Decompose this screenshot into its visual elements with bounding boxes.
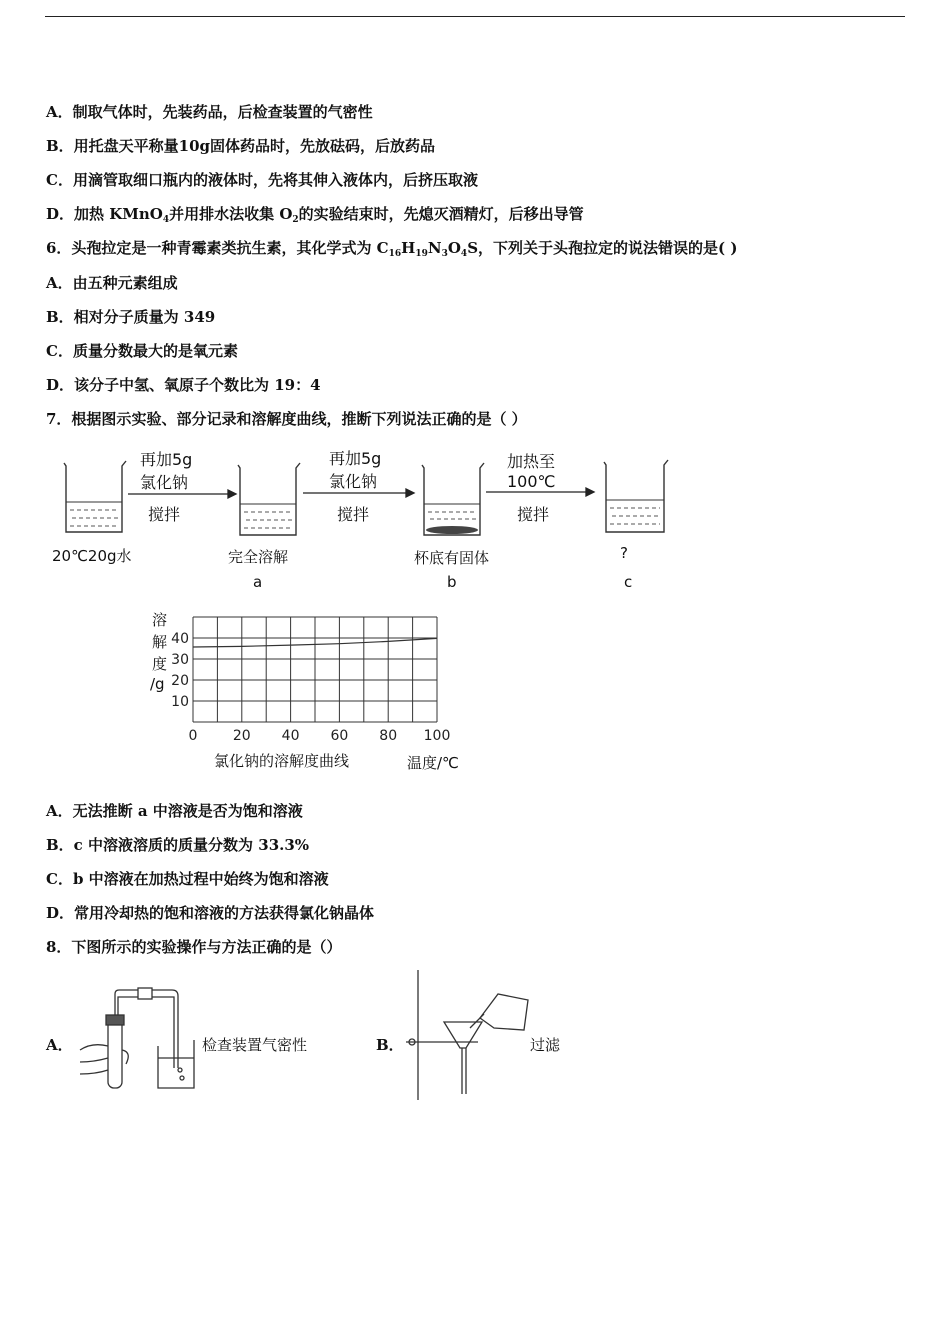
arrow1-top2: 氯化钠 — [140, 473, 189, 492]
y-tick-label: 30 — [171, 652, 189, 668]
q5-option-b: B．用托盘天平称量10g固体药品时，先放砝码，后放药品 — [46, 137, 436, 155]
q6-option-d: D．该分子中氢、氧原子个数比为 19：4 — [46, 376, 321, 394]
chart-xlabel: 温度/℃ — [407, 754, 459, 772]
x-tick-label: 60 — [330, 728, 349, 744]
beaker-a-note: 完全溶解 — [228, 548, 289, 566]
q5-d-sub2: 2 — [292, 215, 299, 225]
y-tick-label: 10 — [171, 694, 189, 710]
q6-h: H — [401, 239, 416, 257]
arrow2-top1: 再加5g — [329, 449, 382, 468]
q7-stem: 7．根据图示实验、部分记录和溶解度曲线，推断下列说法正确的是（ ） — [46, 410, 527, 428]
q5-option-c: C．用滴管取细口瓶内的液体时，先将其伸入液体内，后挤压取液 — [46, 171, 478, 189]
beaker-a-letter: a — [253, 573, 263, 591]
beaker-c-letter: c — [624, 573, 633, 591]
x-tick-label: 20 — [232, 728, 251, 744]
arrow2-top2: 氯化钠 — [329, 472, 378, 491]
chart-ylabel-1: 溶 — [152, 611, 168, 629]
q6-sub-o: 4 — [460, 249, 468, 259]
airtightness-apparatus — [80, 988, 194, 1088]
arrow3-bottom: 搅拌 — [517, 505, 550, 524]
x-tick-label: 0 — [188, 728, 198, 744]
q6-o: O — [447, 239, 461, 257]
q8-option-a-text: 检查装置气密性 — [202, 1036, 308, 1054]
q6-stem-post: S，下列关于头孢拉定的说法错误的是( ) — [467, 239, 738, 257]
q5-d-post: 的实验结束时，先熄灭酒精灯，后移出导管 — [298, 205, 584, 223]
q5-d-mid: 并用排水法收集 O — [169, 205, 293, 223]
q7-option-b: B．c 中溶液溶质的质量分数为 33.3% — [46, 836, 310, 854]
chart-title: 氯化钠的溶解度曲线 — [214, 752, 350, 770]
beaker-b-note: 杯底有固体 — [414, 549, 490, 567]
chart-ylabel-4: /g — [150, 675, 165, 693]
arrow3-top1: 加热至 — [507, 452, 556, 471]
arrow2-bottom: 搅拌 — [337, 505, 370, 524]
q6-option-c: C．质量分数最大的是氧元素 — [46, 342, 238, 360]
chart-ylabel-2: 解 — [152, 633, 168, 651]
q6-option-b: B．相对分子质量为 349 — [46, 308, 216, 326]
arrow1-bottom: 搅拌 — [148, 505, 181, 524]
x-tick-label: 80 — [379, 728, 398, 744]
beaker-b-letter: b — [447, 573, 457, 591]
q6-stem-pre: 6．头孢拉定是一种青霉素类抗生素，其化学式为 C — [46, 239, 389, 257]
q5-option-a: A．制取气体时，先装药品，后检查装置的气密性 — [46, 103, 373, 121]
q6-sub-n: 3 — [441, 249, 448, 259]
chart-ylabel-3: 度 — [152, 655, 168, 673]
y-tick-label: 40 — [171, 631, 189, 647]
q7-option-a: A．无法推断 a 中溶液是否为饱和溶液 — [46, 802, 303, 820]
q8-stem: 8．下图所示的实验操作与方法正确的是（） — [46, 938, 342, 956]
beaker-c-note: ? — [620, 544, 628, 562]
arrow1-top1: 再加5g — [140, 450, 193, 469]
q8-option-b-text: 过滤 — [530, 1036, 561, 1054]
filtration-apparatus — [406, 970, 528, 1100]
q6-sub-c: 16 — [388, 249, 402, 259]
q5-d-sub1: 4 — [162, 215, 170, 225]
x-tick-label: 40 — [281, 728, 300, 744]
q7-option-c: C．b 中溶液在加热过程中始终为饱和溶液 — [46, 870, 329, 888]
start-label: 20℃20g水 — [52, 547, 132, 565]
q7-option-d: D．常用冷却热的饱和溶液的方法获得氯化钠晶体 — [46, 904, 375, 922]
x-tick-label: 100 — [423, 728, 451, 744]
q6-sub-h: 19 — [415, 249, 428, 259]
q5-d-pre: D．加热 KMnO — [46, 205, 163, 223]
q6-option-a: A．由五种元素组成 — [46, 274, 178, 292]
arrow3-top2: 100℃ — [507, 472, 556, 491]
q6-n: N — [427, 239, 442, 257]
q8-option-a-letter: A． — [46, 1036, 73, 1054]
q8-option-b-letter: B． — [376, 1036, 404, 1054]
y-tick-label: 20 — [171, 673, 189, 689]
